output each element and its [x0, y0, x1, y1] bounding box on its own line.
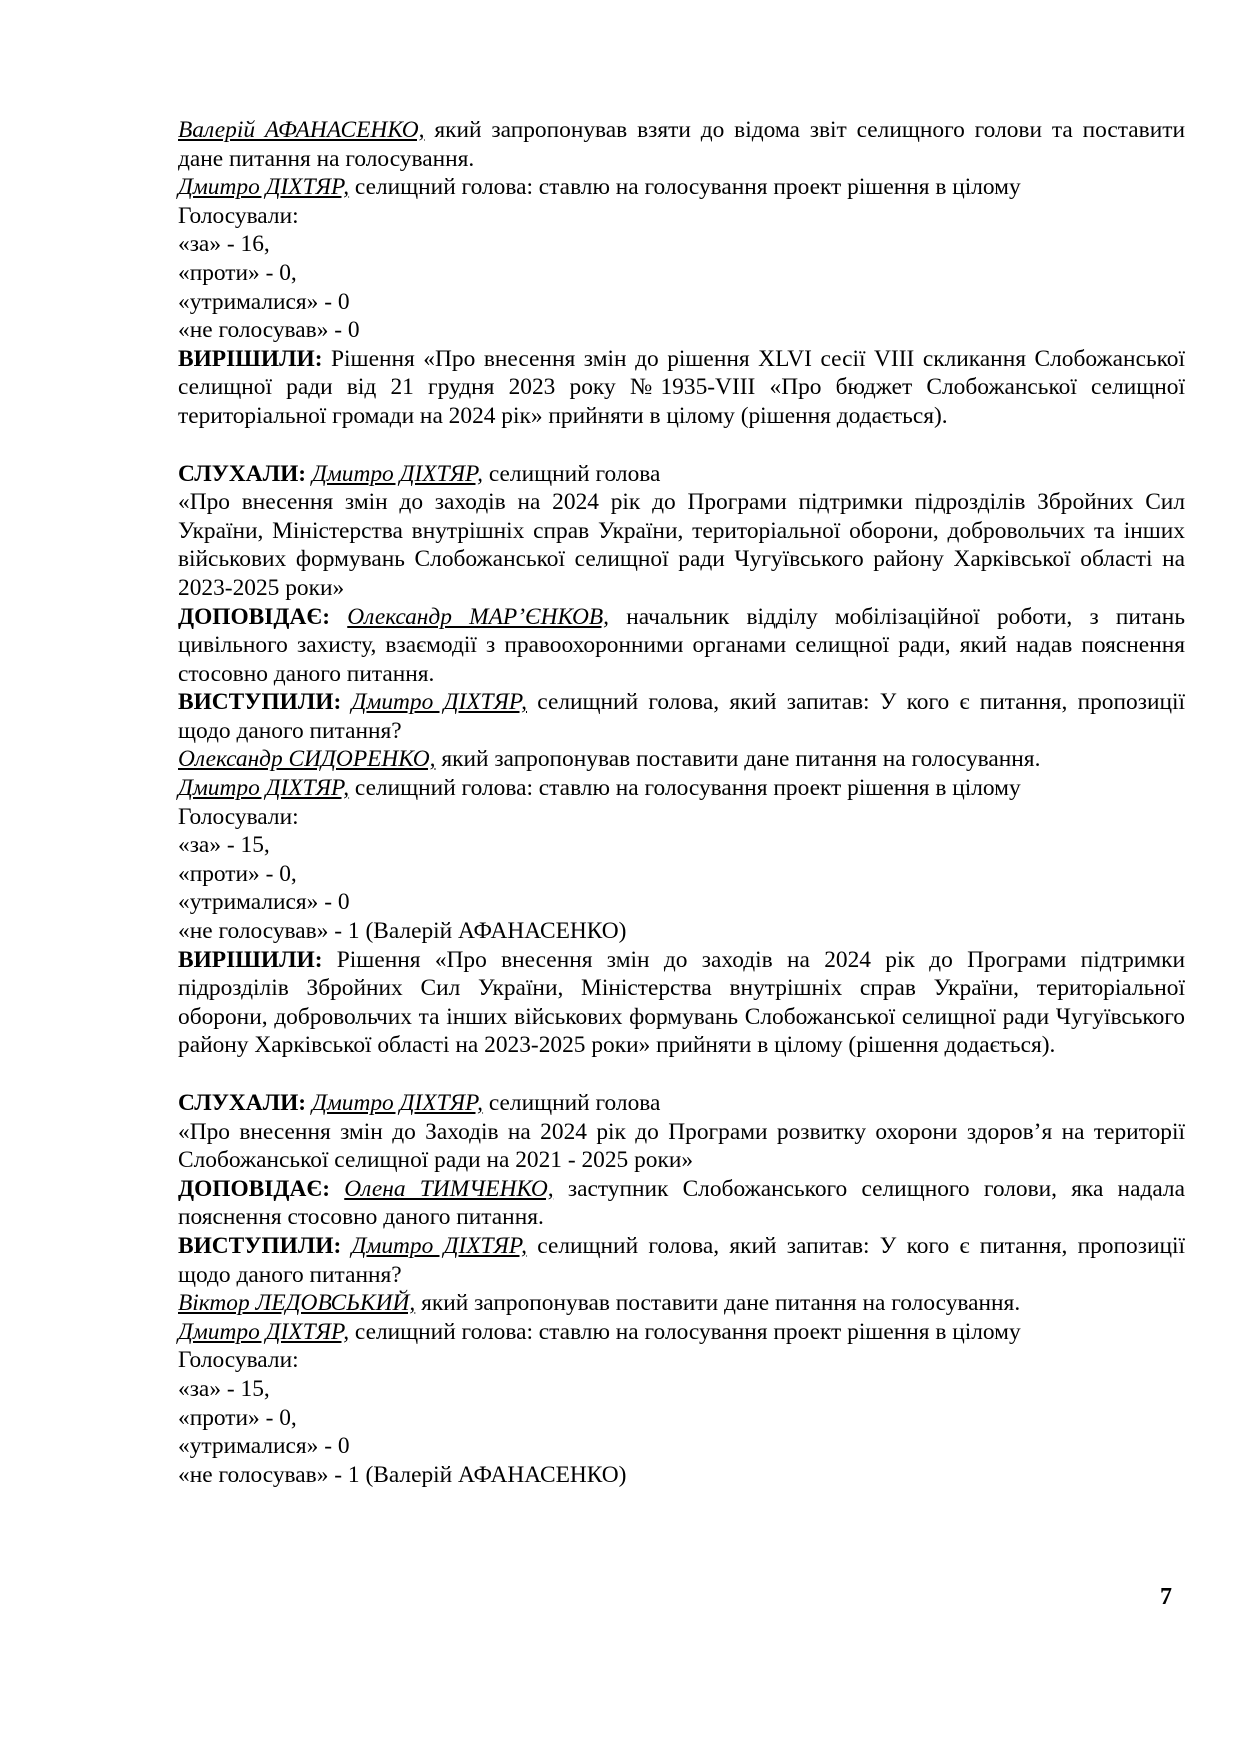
- report-paragraph: [178, 1175, 1185, 1232]
- speaker-role: селищний голова: [483, 460, 661, 487]
- vote-not-voted: «не голосував» - 1 (Валерій АФАНАСЕНКО): [178, 918, 627, 945]
- put-to-vote-paragraph: [178, 173, 1185, 202]
- proposal-text: який запропонував поставити дане питання на голосування.: [435, 746, 1041, 773]
- proposal-paragraph: [178, 116, 1185, 173]
- proposal-paragraph: [178, 1289, 1185, 1318]
- proposal-text: який запропонував поставити дане питання на голосування.: [415, 1290, 1021, 1317]
- vote-abstain: «утрималися» - 0: [178, 288, 350, 315]
- heard-paragraph: [178, 460, 1185, 489]
- vote-against: «проти» - 0,: [178, 860, 297, 887]
- speaker-name: Віктор ЛЕДОВСЬКИЙ,: [178, 1290, 416, 1317]
- vote-for: «за» - 16,: [178, 231, 270, 258]
- vote-not-voted: «не голосував» - 1 (Валерій АФАНАСЕНКО): [178, 1461, 627, 1488]
- speaker-name: Олександр СИДОРЕНКО,: [178, 746, 436, 773]
- speaker-name: Дмитро ДІХТЯР,: [311, 1090, 484, 1116]
- votes-title: Голосували:: [178, 202, 299, 229]
- speaker-name: Дмитро ДІХТЯР,: [178, 775, 350, 802]
- document-page: [178, 116, 1185, 1489]
- subject-paragraph: «Про внесення змін до заходів на 2024 рік до Програми підтримки підрозділів Збройних Сил України, Міністерства внутрішніх справ України, територіальної оборони, добровольчих та інших військових формувань Слобожанської селищної ради Чугуївського району Харківської області на 2023-2025 роки»: [178, 489, 1185, 601]
- decision-paragraph: [178, 946, 1185, 1060]
- vote-not-voted: «не голосував» - 0: [178, 317, 360, 344]
- section-gap: [178, 431, 1185, 460]
- heard-label: СЛУХАЛИ:: [178, 1090, 307, 1116]
- speaker-name: Дмитро ДІХТЯР,: [178, 174, 350, 201]
- speaker-name: Дмитро ДІХТЯР,: [351, 1232, 528, 1259]
- speaker-name: Дмитро ДІХТЯР,: [178, 1318, 350, 1345]
- put-to-vote-paragraph: [178, 774, 1185, 803]
- speaker-role: селищний голова: [483, 1090, 661, 1116]
- vote-against: «проти» - 0,: [178, 259, 297, 286]
- votes-title: Голосували:: [178, 1347, 299, 1374]
- page-number: 7: [1160, 1584, 1172, 1610]
- put-to-vote-text: селищний голова: ставлю на голосування проект рішення в цілому: [349, 1318, 1021, 1345]
- heard-label: СЛУХАЛИ:: [178, 460, 307, 487]
- section-gap: [178, 1060, 1185, 1089]
- spoke-label: ВИСТУПИЛИ:: [178, 1232, 342, 1259]
- speaker-name: Олена ТИМЧЕНКО,: [344, 1175, 554, 1202]
- speaker-name: Дмитро ДІХТЯР,: [311, 460, 484, 487]
- report-text: заступник Слобожанського селищного голови, яка надала пояснення стосовно даного питання.: [178, 1175, 1185, 1231]
- put-to-vote-text: селищний голова: ставлю на голосування проект рішення в цілому: [349, 174, 1021, 201]
- spoke-text: селищний голова, який запитав: У кого є питання, пропозиції щодо даного питання?: [178, 1232, 1185, 1288]
- decision-text: Рішення «Про внесення змін до рішення XLVI сесії VIII скликання Слобожанської селищної ради від 21 грудня 2023 року №1935-VIII «Про бюджет Слобожанської селищної територіальної громади на 2024 рік» прийняти в цілому (рішення додається).: [178, 345, 1185, 429]
- subject-paragraph: «Про внесення змін до Заходів на 2024 рік до Програми розвитку охорони здоров’я на території Слобожанської селищної ради на 2021 - 2025 роки»: [178, 1118, 1185, 1174]
- report-paragraph: [178, 603, 1185, 689]
- vote-against: «проти» - 0,: [178, 1404, 297, 1431]
- decided-label: ВИРІШИЛИ:: [178, 345, 323, 372]
- proposal-text: який запропонував взяти до відома звіт селищного голови та поставити дане питання на голосування.: [178, 117, 1185, 172]
- spoke-text: селищний голова, який запитав: У кого є питання, пропозиції щодо даного питання?: [178, 689, 1185, 744]
- speaker-name: Валерій АФАНАСЕНКО,: [178, 117, 425, 143]
- spoke-label: ВИСТУПИЛИ:: [178, 689, 342, 716]
- vote-for: «за» - 15,: [178, 832, 270, 859]
- heard-paragraph: [178, 1089, 1185, 1118]
- decision-text: Рішення «Про внесення змін до заходів на 2024 рік до Програми підтримки підрозділів Збройних Сил України, Міністерства внутрішніх справ України, територіальної оборони, добровольчих та інших військових формувань Слобожанської селищної ради Чугуївського району Харківської області на 2023-2025 роки» прийняти в цілому (рішення додається).: [178, 946, 1185, 1059]
- put-to-vote-text: селищний голова: ставлю на голосування проект рішення в цілому: [349, 775, 1021, 802]
- report-label: ДОПОВІДАЄ:: [178, 1175, 331, 1202]
- speaker-name: Дмитро ДІХТЯР,: [351, 689, 528, 716]
- put-to-vote-paragraph: [178, 1318, 1185, 1347]
- report-text: начальник відділу мобілізаційної роботи, з питань цивільного захисту, взаємодії з правоохоронними органами селищної ради, який надав пояснення стосовно даного питання.: [178, 603, 1185, 687]
- vote-abstain: «утрималися» - 0: [178, 889, 350, 916]
- spoke-paragraph: [178, 688, 1185, 745]
- speaker-name: Олександр МАР’ЄНКОВ,: [347, 603, 609, 630]
- vote-for: «за» - 15,: [178, 1375, 270, 1402]
- decided-label: ВИРІШИЛИ:: [178, 946, 323, 973]
- spoke-paragraph: [178, 1232, 1185, 1289]
- decision-paragraph: [178, 345, 1185, 431]
- proposal-paragraph: [178, 745, 1185, 774]
- vote-abstain: «утрималися» - 0: [178, 1433, 350, 1460]
- votes-title: Голосували:: [178, 803, 299, 830]
- report-label: ДОПОВІДАЄ:: [178, 603, 331, 630]
